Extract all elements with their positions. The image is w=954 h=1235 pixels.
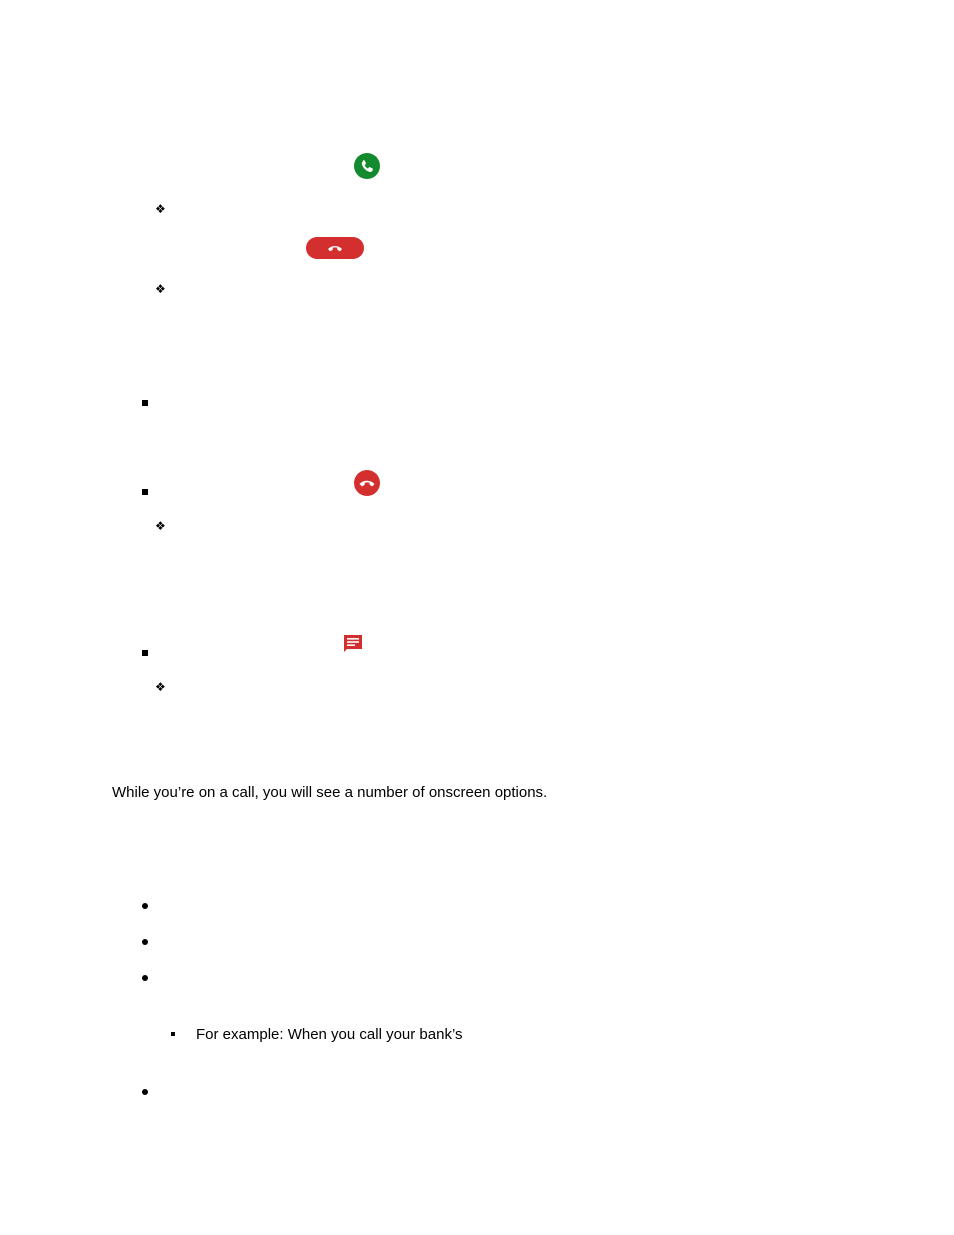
diamond-bullet: ❖: [155, 282, 166, 296]
diamond-bullet: ❖: [155, 519, 166, 533]
example-text: For example: When you call your bank’s: [196, 1026, 463, 1043]
square-bullet: [142, 489, 148, 495]
square-bullet: [142, 650, 148, 656]
reject-call-icon: [354, 470, 380, 496]
square-bullet: [142, 400, 148, 406]
round-bullet: [142, 939, 148, 945]
in-call-intro-text: While you’re on a call, you will see a number of onscreen options.: [112, 784, 548, 801]
phone-answer-icon: [354, 153, 380, 179]
small-square-bullet: [171, 1032, 175, 1036]
diamond-bullet: ❖: [155, 202, 166, 216]
round-bullet: [142, 903, 148, 909]
diamond-bullet: ❖: [155, 680, 166, 694]
end-call-icon: [306, 237, 364, 259]
message-icon: [342, 633, 364, 655]
round-bullet: [142, 1089, 148, 1095]
round-bullet: [142, 975, 148, 981]
